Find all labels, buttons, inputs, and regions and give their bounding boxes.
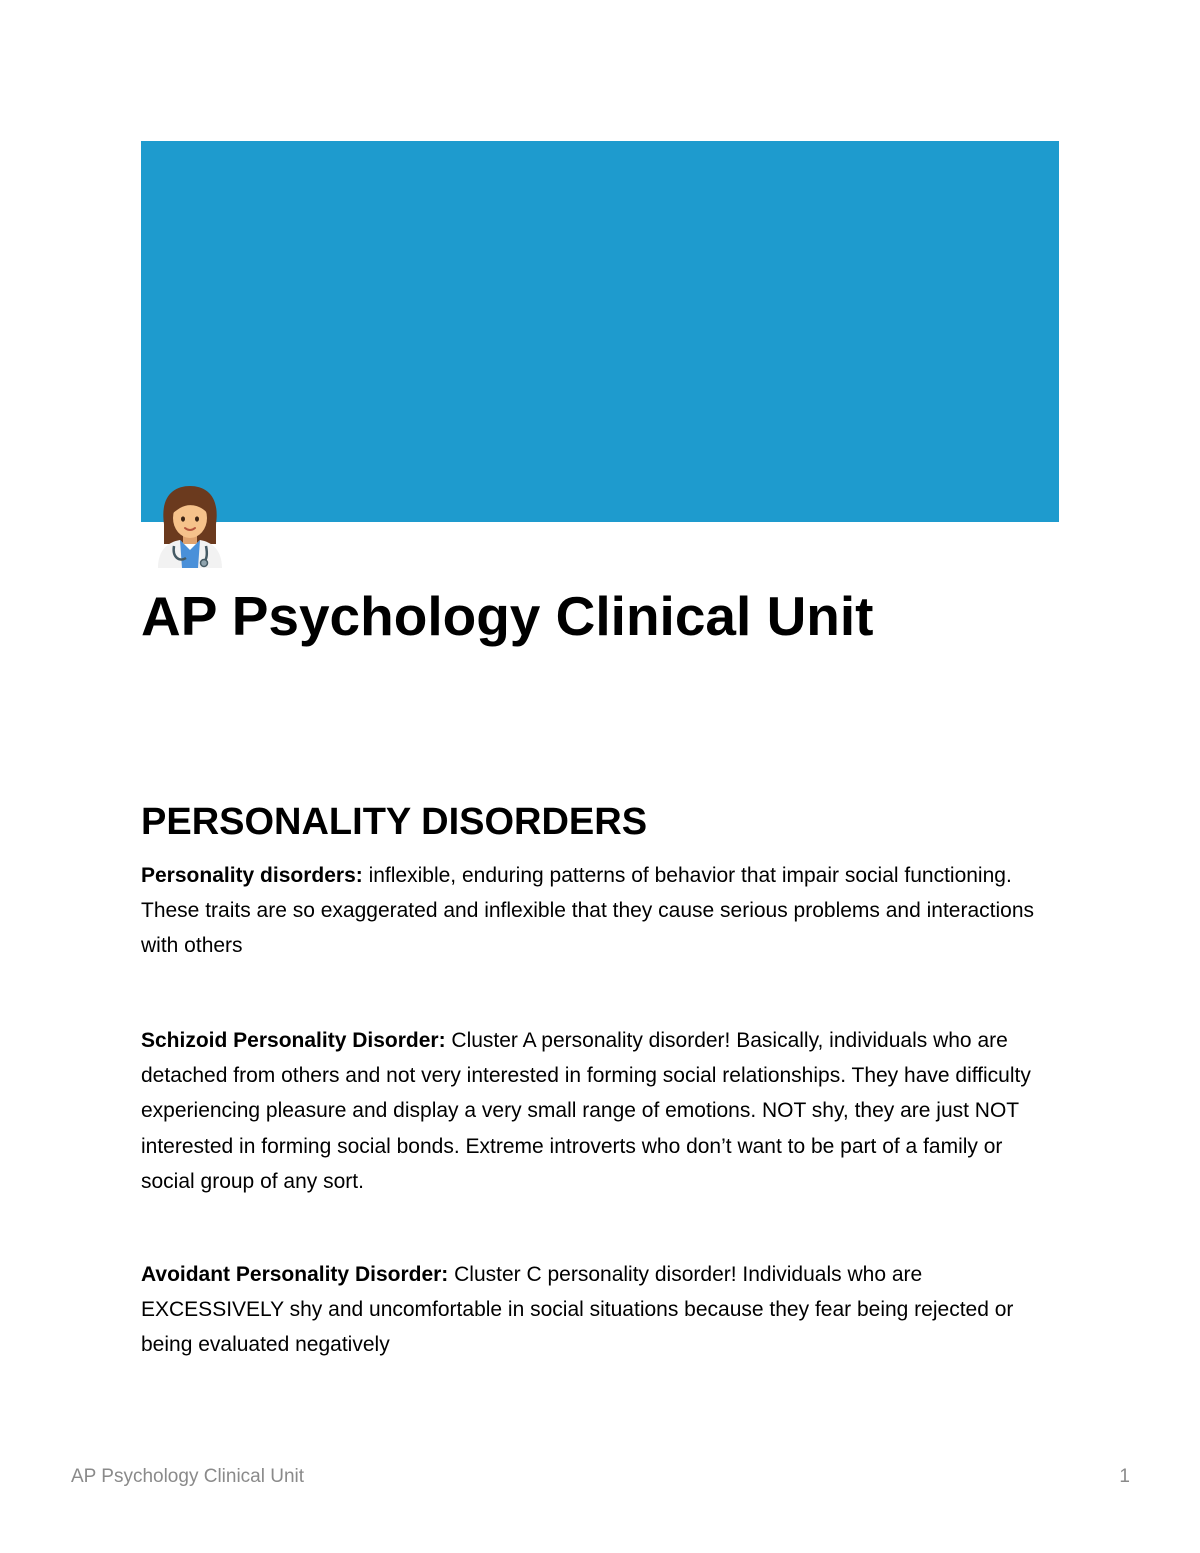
page-title: AP Psychology Clinical Unit xyxy=(141,585,874,647)
term-label: Personality disorders: xyxy=(141,864,363,887)
term-label: Avoidant Personality Disorder: xyxy=(141,1263,449,1286)
term-label: Schizoid Personality Disorder: xyxy=(141,1029,446,1052)
cover-banner xyxy=(141,141,1059,522)
paragraph-avoidant xyxy=(141,1257,1041,1363)
footer-document-title: AP Psychology Clinical Unit xyxy=(71,1466,305,1487)
definition-text: Cluster C personality disorder! Individuals who are EXCESSIVELY shy and uncomfortable in social situations because they fear being rejected or being evaluated negatively xyxy=(141,1263,1014,1357)
woman-health-worker-icon xyxy=(150,484,230,568)
definition-text: Cluster A personality disorder! Basically, individuals who are detached from others and not very interested in forming social relationships. They have difficulty experiencing pleasure and display a very small range of emotions. NOT shy, they are just NOT interested in forming social bonds. Extreme introverts who don’t want to be part of a family or social group of any sort. xyxy=(141,1029,1031,1193)
paragraph-schizoid xyxy=(141,1023,1051,1199)
section-heading: PERSONALITY DISORDERS xyxy=(141,801,648,843)
paragraph-personality-disorders xyxy=(141,858,1056,964)
definition-text: inflexible, enduring patterns of behavior that impair social functioning. These traits are so exaggerated and inflexible that they cause serious problems and interactions with others xyxy=(141,864,1035,958)
footer-page-number: 1 xyxy=(1119,1466,1130,1487)
